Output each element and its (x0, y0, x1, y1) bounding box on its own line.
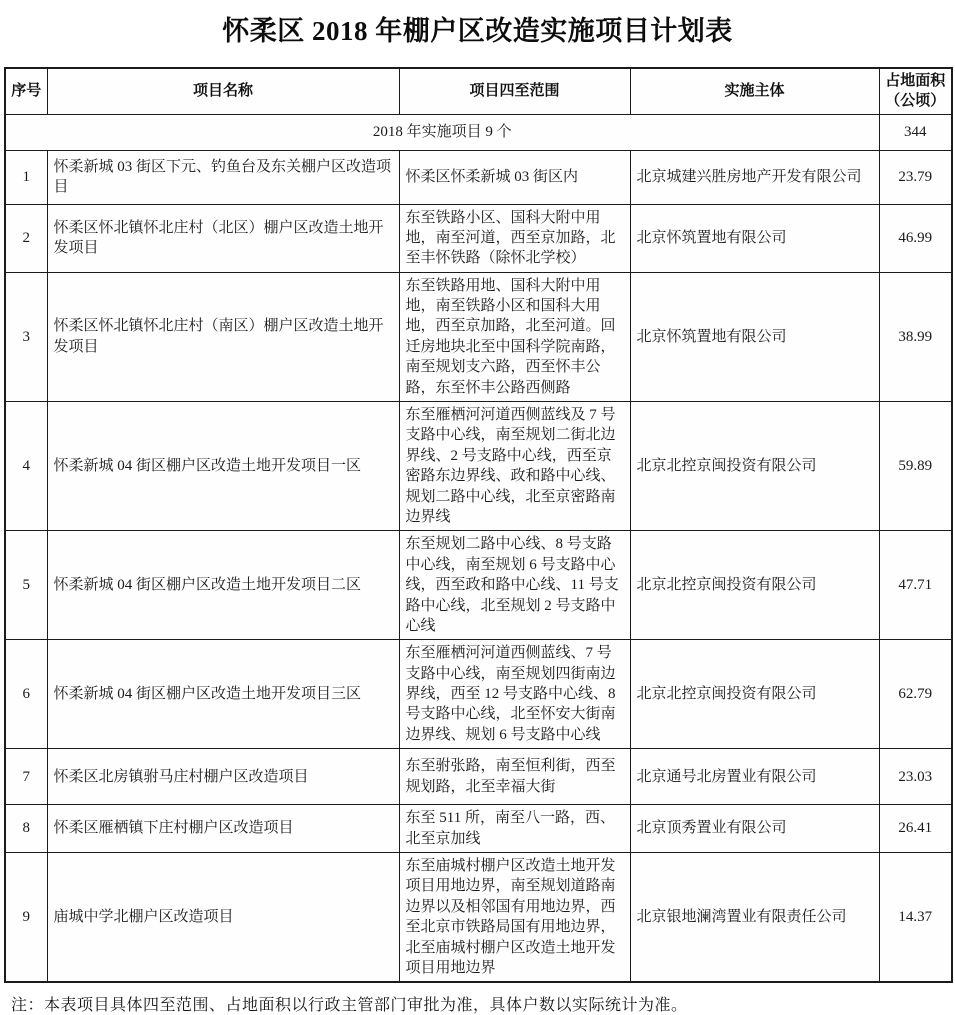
entity-cell: 北京北控京闽投资有限公司 (630, 640, 879, 749)
row-number-cell: 3 (5, 272, 47, 401)
area-cell: 62.79 (879, 640, 952, 749)
row-number-cell: 7 (5, 749, 47, 805)
area-cell: 23.03 (879, 749, 952, 805)
entity-cell: 北京北控京闽投资有限公司 (630, 402, 879, 531)
area-cell: 46.99 (879, 204, 952, 272)
column-header: 序号 (5, 68, 47, 114)
row-number-cell: 6 (5, 640, 47, 749)
scope-cell: 东至铁路用地、国科大附中用地，南至铁路小区和国科大用地，西至京加路，北至河道。回迁房地块北至中国科学院南路，南至规划支六路，西至怀丰公路，东至怀丰公路西侧路 (399, 272, 630, 401)
table-row (5, 402, 952, 531)
project-name-cell: 怀柔区北房镇驸马庄村棚户区改造项目 (47, 749, 399, 805)
table-header-row (5, 68, 952, 114)
scope-cell: 东至雁栖河河道西侧蓝线、7 号支路中心线，南至规划四街南边界线，西至 12 号支路中心线、8 号支路中心线，北至怀安大街南边界线、规划 6 号支路中心线 (399, 640, 630, 749)
table-row (5, 749, 952, 805)
project-plan-table (4, 67, 953, 983)
project-name-cell: 怀柔新城 03 街区下元、钓鱼台及东关棚户区改造项目 (47, 150, 399, 204)
row-number-cell: 1 (5, 150, 47, 204)
entity-cell: 北京城建兴胜房地产开发有限公司 (630, 150, 879, 204)
page-title: 怀柔区 2018 年棚户区改造实施项目计划表 (222, 16, 733, 46)
column-header: 实施主体 (630, 68, 879, 114)
table-row (5, 853, 952, 983)
project-name-cell: 怀柔区怀北镇怀北庄村（北区）棚户区改造土地开发项目 (47, 204, 399, 272)
area-cell: 47.71 (879, 531, 952, 640)
project-name-cell: 怀柔新城 04 街区棚户区改造土地开发项目二区 (47, 531, 399, 640)
area-cell: 38.99 (879, 272, 952, 401)
scope-cell: 东至庙城村棚户区改造土地开发项目用地边界，南至规划道路南边界以及相邻国有用地边界，西至北京市铁路局国有用地边界，北至庙城村棚户区改造土地开发项目用地边界 (399, 853, 630, 983)
area-cell: 23.79 (879, 150, 952, 204)
table-row (5, 805, 952, 853)
area-cell: 26.41 (879, 805, 952, 853)
area-cell: 59.89 (879, 402, 952, 531)
column-header: 占地面积（公顷） (879, 68, 952, 114)
row-number-cell: 2 (5, 204, 47, 272)
project-name-cell: 怀柔新城 04 街区棚户区改造土地开发项目三区 (47, 640, 399, 749)
scope-cell: 东至雁栖河河道西侧蓝线及 7 号支路中心线，南至规划二街北边界线、2 号支路中心线，西至京密路东边界线、政和路中心线、规划二路中心线，北至京密路南边界线 (399, 402, 630, 531)
summary-area-cell: 344 (879, 114, 952, 150)
scope-cell: 东至驸张路，南至恒利街，西至规划路，北至幸福大街 (399, 749, 630, 805)
entity-cell: 北京怀筑置地有限公司 (630, 272, 879, 401)
table-row (5, 204, 952, 272)
table-row (5, 640, 952, 749)
row-number-cell: 9 (5, 853, 47, 983)
scope-cell: 怀柔区怀柔新城 03 街区内 (399, 150, 630, 204)
scope-cell: 东至 511 所，南至八一路，西、北至京加线 (399, 805, 630, 853)
area-cell: 14.37 (879, 853, 952, 983)
column-header: 项目名称 (47, 68, 399, 114)
column-header: 项目四至范围 (399, 68, 630, 114)
row-number-cell: 8 (5, 805, 47, 853)
entity-cell: 北京通号北房置业有限公司 (630, 749, 879, 805)
project-name-cell: 怀柔新城 04 街区棚户区改造土地开发项目一区 (47, 402, 399, 531)
scope-cell: 东至规划二路中心线、8 号支路中心线，南至规划 6 号支路中心线，西至政和路中心线、11 号支路中心线，北至规划 2 号支路中心线 (399, 531, 630, 640)
table-row (5, 150, 952, 204)
project-name-cell: 庙城中学北棚户区改造项目 (47, 853, 399, 983)
entity-cell: 北京银地澜湾置业有限责任公司 (630, 853, 879, 983)
scope-cell: 东至铁路小区、国科大附中用地，南至河道，西至京加路，北至丰怀铁路（除怀北学校） (399, 204, 630, 272)
row-number-cell: 5 (5, 531, 47, 640)
entity-cell: 北京顶秀置业有限公司 (630, 805, 879, 853)
entity-cell: 北京北控京闽投资有限公司 (630, 531, 879, 640)
table-row (5, 272, 952, 401)
footnote: 注：本表项目具体四至范围、占地面积以行政主管部门审批为准，具体户数以实际统计为准。 (11, 997, 688, 1015)
table-row (5, 531, 952, 640)
summary-row (5, 114, 952, 150)
summary-label-cell: 2018 年实施项目 9 个 (5, 114, 879, 150)
entity-cell: 北京怀筑置地有限公司 (630, 204, 879, 272)
project-name-cell: 怀柔区怀北镇怀北庄村（南区）棚户区改造土地开发项目 (47, 272, 399, 401)
project-name-cell: 怀柔区雁栖镇下庄村棚户区改造项目 (47, 805, 399, 853)
row-number-cell: 4 (5, 402, 47, 531)
